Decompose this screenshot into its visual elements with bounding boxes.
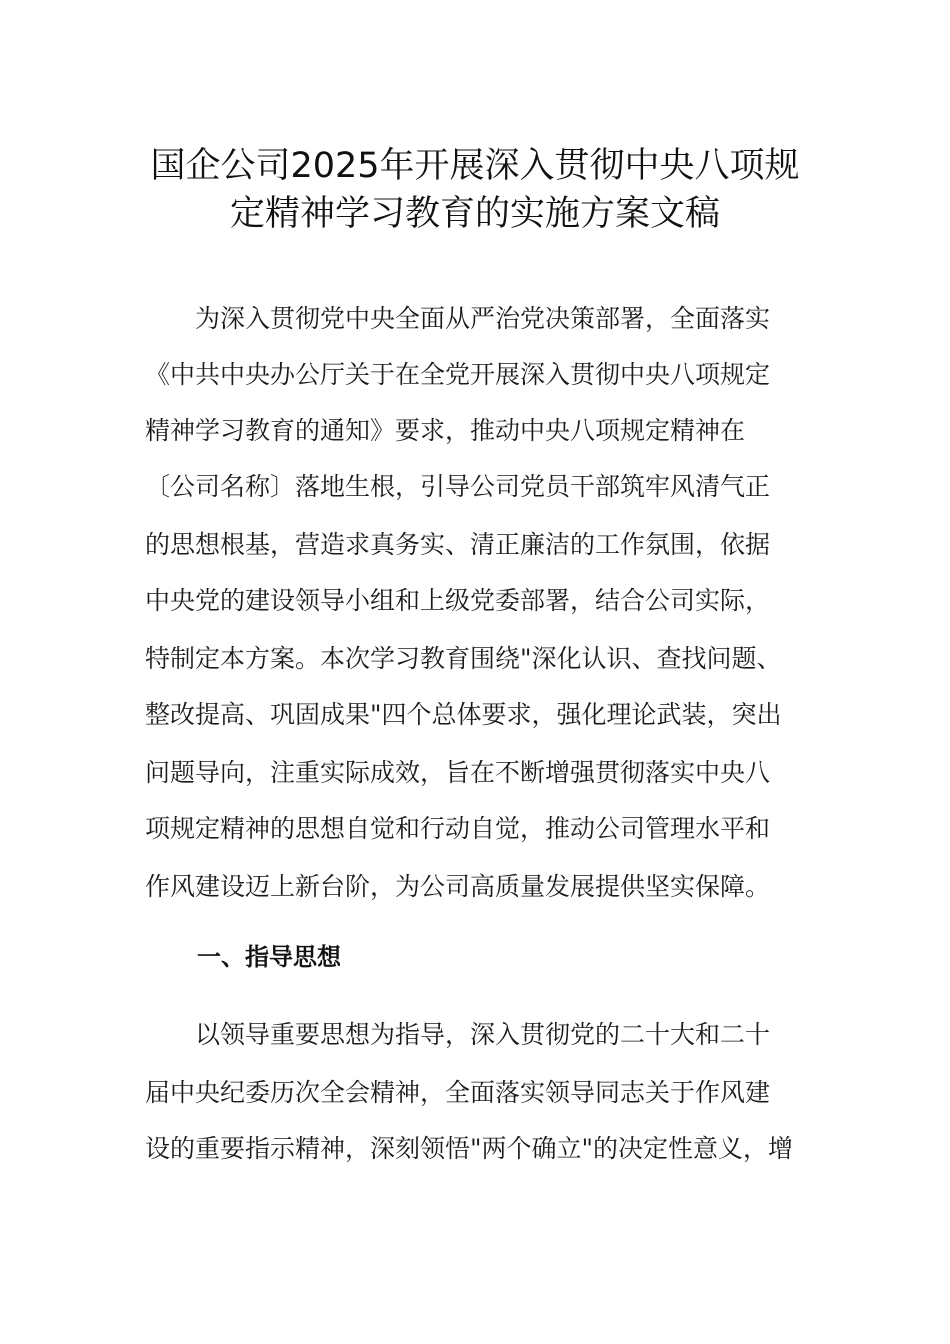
section-1-heading: 一、指导思想 [197,943,341,971]
intro-line-3: 精神学习教育的通知》要求，推动中央八项规定精神在 [145,416,746,445]
intro-line-6: 中央党的建设领导小组和上级党委部署，结合公司实际， [145,586,771,615]
document-title-line-1: 国企公司2025年开展深入贯彻中央八项规 [150,146,800,186]
intro-line-7: 特制定本方案。本次学习教育围绕"深化认识、查找问题、 [145,644,782,673]
intro-line-8: 整改提高、巩固成果"四个总体要求，强化理论武装，突出 [145,700,782,729]
intro-line-11: 作风建设迈上新台阶，为公司高质量发展提供坚实保障。 [145,872,771,901]
section-1-line-1: 以领导重要思想为指导，深入贯彻党的二十大和二十 [145,1020,771,1049]
intro-line-9: 问题导向，注重实际成效，旨在不断增强贯彻落实中央八 [145,758,771,787]
intro-line-1: 为深入贯彻党中央全面从严治党决策部署，全面落实 [145,304,771,333]
intro-line-5: 的思想根基，营造求真务实、清正廉洁的工作氛围，依据 [145,530,771,559]
document-title-line-2: 定精神学习教育的实施方案文稿 [229,194,720,234]
section-1-line-3: 设的重要指示精神，深刻领悟"两个确立"的决定性意义，增 [145,1134,794,1163]
section-1-line-2: 届中央纪委历次全会精神，全面落实领导同志关于作风建 [145,1078,771,1107]
intro-line-10: 项规定精神的思想自觉和行动自觉，推动公司管理水平和 [145,814,771,843]
intro-line-4: 〔公司名称〕落地生根，引导公司党员干部筑牢风清气正 [145,472,771,501]
intro-line-2: 《中共中央办公厅关于在全党开展深入贯彻中央八项规定 [145,360,771,389]
